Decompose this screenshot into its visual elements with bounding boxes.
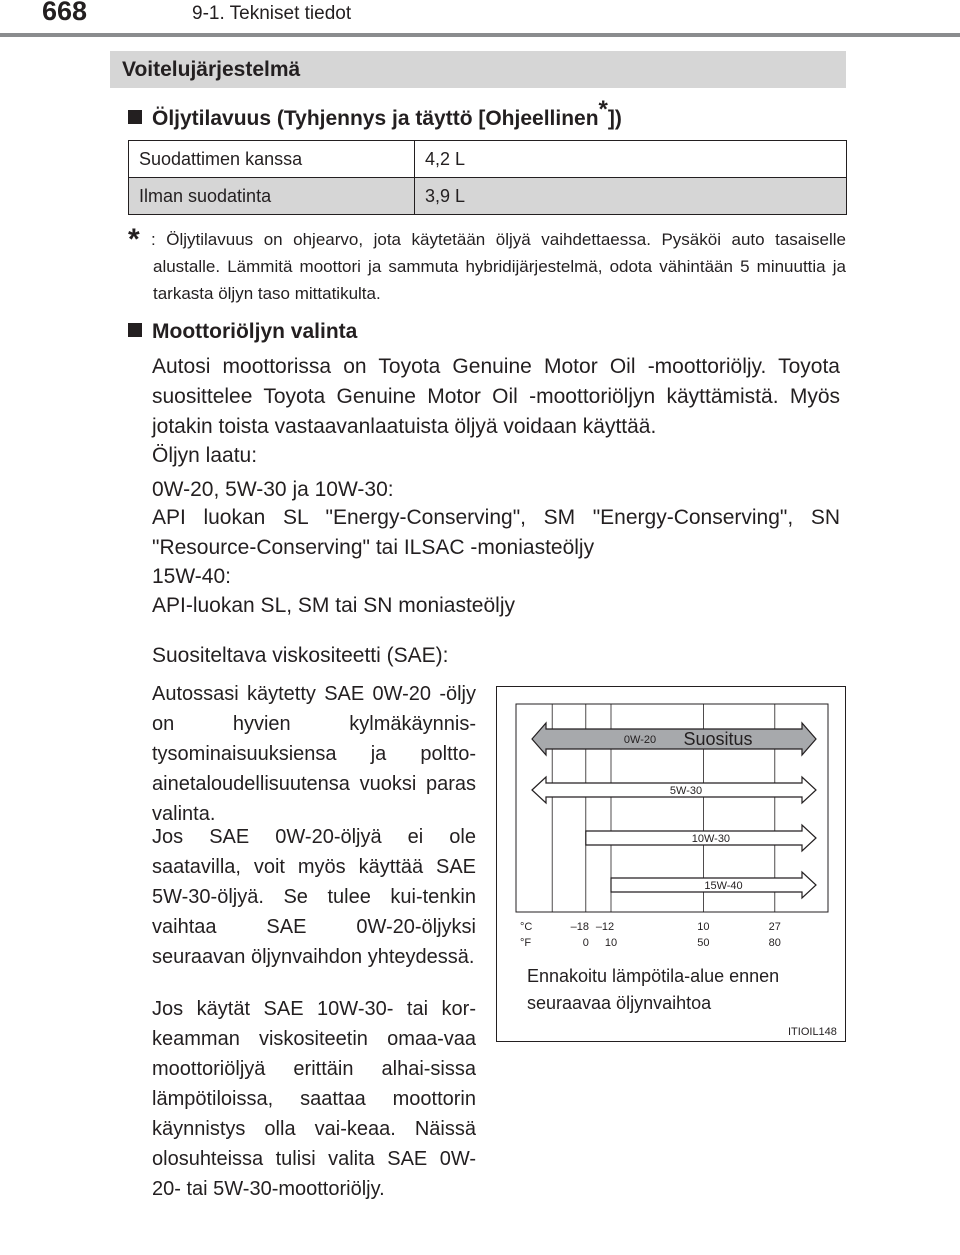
table-row	[129, 178, 847, 215]
table-cell-label: Suodattimen kanssa	[129, 141, 415, 178]
table-cell-label: Ilman suodatinta	[129, 178, 415, 215]
page-number: 668	[42, 0, 88, 26]
header-rule	[0, 33, 960, 37]
footnote-marker: *	[128, 223, 140, 256]
oil-selection-heading-text: Moottoriöljyn valinta	[152, 320, 358, 343]
footnote-star: *	[598, 96, 608, 123]
viscosity-paragraph-1: Autossasi käytetty SAE 0W-20 -öljy on hyvien kylmäkäynnis-tysominaisuuksiensa ja poltto-ainetaloudellisuutensa vuoksi paras valinta.	[152, 683, 476, 825]
grade-a-body: API luokan SL "Energy-Conserving", SM "Energy-Conserving", SN "Resource-Conserving" tai ILSAC -moniasteöljy	[152, 506, 840, 559]
grade-b-body: API-luokan SL, SM tai SN moniasteöljy	[152, 594, 515, 617]
series-label: 0W-20	[623, 734, 657, 746]
oil-quality-label: Öljyn laatu:	[152, 444, 258, 467]
oil-selection-intro: Autosi moottorissa on Toyota Genuine Motor Oil -moottoriöljy. Toyota suosittelee Toyota Genuine Motor Oil -moottoriöljyn käyttämistä. Myös jotakin toista vastaavanlaatuista öljyä voidaan käyttää.	[152, 355, 840, 438]
recommended-label: Suositus	[683, 729, 753, 749]
series-label: 5W-30	[669, 785, 703, 797]
fahrenheit-tick: 50	[697, 937, 710, 949]
chart-ticks	[520, 921, 781, 949]
square-bullet-icon	[128, 110, 142, 124]
table-row	[129, 141, 847, 178]
oil-selection-heading	[128, 320, 357, 344]
figure-caption: Ennakoitu lämpötila-alue ennen seuraavaa öljynvaihtoa	[527, 966, 780, 1013]
oil-capacity-table	[128, 140, 847, 215]
celsius-tick: –12	[595, 921, 615, 933]
footnote	[128, 223, 846, 303]
grade-a-title: 0W-20, 5W-30 ja 10W-30:	[152, 478, 394, 501]
table-cell-value: 3,9 L	[415, 178, 847, 215]
section-title: 9-1. Tekniset tiedot	[192, 3, 352, 24]
section-heading-bar: Voitelujärjestelmä	[110, 51, 846, 88]
fahrenheit-tick: 80	[768, 937, 781, 949]
celsius-tick: 10	[697, 921, 710, 933]
table-cell-value: 4,2 L	[415, 141, 847, 178]
celsius-tick: 27	[768, 921, 781, 933]
oil-capacity-heading-tail: ])	[607, 107, 622, 130]
grade-b-title: 15W-40:	[152, 565, 231, 588]
viscosity-paragraph-3: Jos käytät SAE 10W-30- tai kor-keamman viskositeetin omaa-vaa moottoriöljyä erittäin alhai-sissa lämpötiloissa, saattaa moottorin käynnistys olla vai-keaa. Näissä olosuhteissa tulisi valita SAE 0W-20- tai 5W-30-moottoriöljy.	[152, 998, 476, 1200]
footnote-text: : Öljytilavuus on ohjearvo, jota käytetään öljyä vaihdettaessa. Pysäköi auto tasaiselle alustalle. Lämmitä moottori ja sammuta hybridijärjestelmä, odota vähintään 5 minuuttia ja tarkasta öljyn taso mittatikulta.	[151, 230, 846, 303]
square-bullet-icon	[128, 323, 142, 337]
fahrenheit-tick: 10	[604, 937, 618, 949]
series-label: 10W-30	[691, 833, 731, 845]
celsius-unit: °C	[520, 921, 533, 933]
oil-capacity-heading	[128, 96, 622, 131]
fahrenheit-unit: °F	[520, 937, 532, 949]
viscosity-paragraph-2: Jos SAE 0W-20-öljyä ei ole saatavilla, voit myös käyttää SAE 5W-30-öljyä. Se tulee kui-tenkin vaihtaa SAE 0W-20-öljyksi seuraavan öljynvaihdon yhteydessä.	[152, 826, 476, 968]
series-label: 15W-40	[704, 880, 743, 892]
celsius-tick: –18	[570, 921, 589, 933]
fahrenheit-tick: 0	[582, 937, 589, 949]
viscosity-label: Suositeltava viskositeetti (SAE):	[152, 644, 449, 667]
oil-capacity-heading-text: Öljytilavuus (Tyhjennys ja täyttö [Ohjeellinen	[152, 107, 599, 130]
figure-code: ITIOIL148	[788, 1026, 837, 1038]
